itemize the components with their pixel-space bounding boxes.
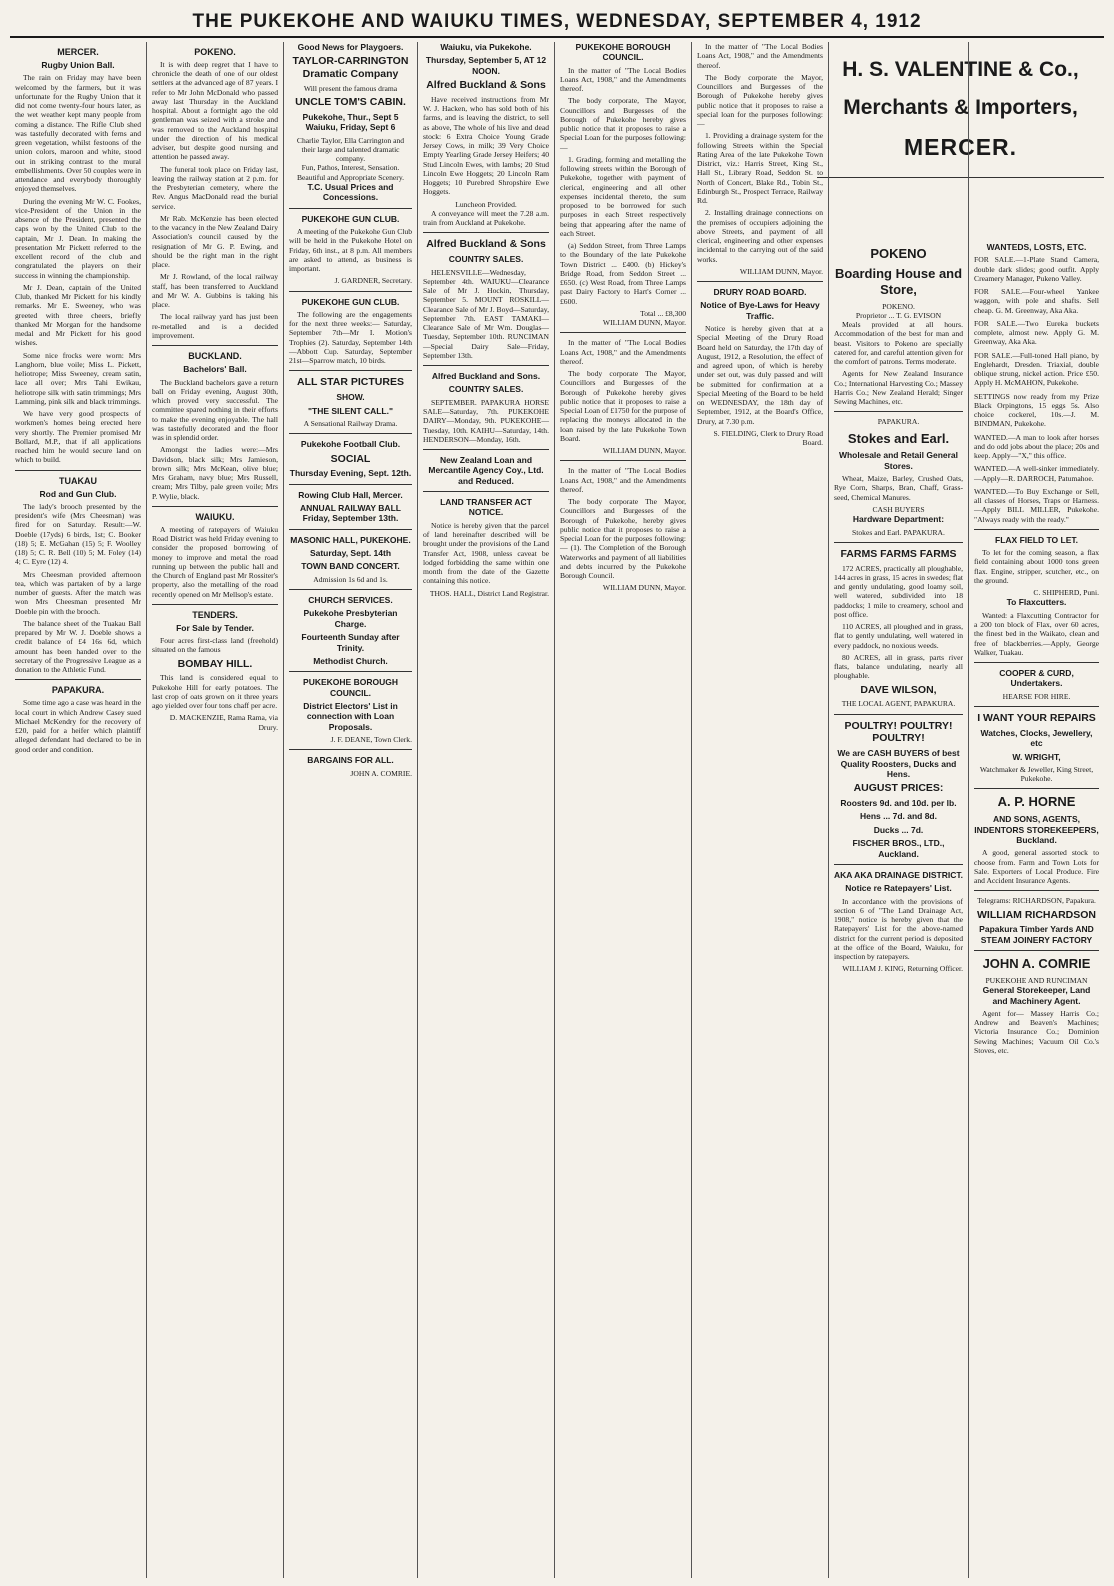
divider	[560, 332, 686, 333]
gun-club-heading-2: PUKEKOHE GUN CLUB.	[301, 296, 400, 307]
drury-signature: S. FIELDING, Clerk to Drury Road Board.	[713, 428, 823, 448]
classified-item: WANTED.—A man to look after horses and do odd jobs about the place; 20s and keep. Apply—"X," this office.	[974, 432, 1099, 461]
flax-heading: FLAX FIELD TO LET.	[995, 534, 1078, 545]
divider	[289, 589, 412, 590]
country-sales-heading: COUNTRY SALES.	[448, 254, 524, 265]
papakura-line: PAPAKURA.	[877, 417, 920, 427]
divider	[289, 208, 412, 209]
cooper-sub: HEARSE FOR HIRE.	[1002, 691, 1071, 701]
hardware-heading: Hardware Department:	[852, 514, 945, 525]
wilson-name: DAVE WILSON,	[860, 683, 937, 696]
wright-name: W. WRIGHT,	[1012, 751, 1061, 762]
pictures-title: "THE SILENT CALL."	[307, 405, 394, 416]
divider	[15, 470, 141, 471]
notice-matter: In the matter of "The Local Bodies Loans Act, 1908," and the Amendments thereof.	[560, 338, 686, 366]
divider	[697, 281, 823, 282]
akaaka-subheading: Notice re Ratepayers' List.	[845, 883, 952, 894]
valentine-place: MERCER.	[903, 134, 1018, 160]
article-paragraph: The body corporate, The Mayor, Councillors and Burgesses of the Borough of Pukekohe hereby gives public notice that it proposes to raise a Special Loan for the purposes following:—	[560, 96, 686, 152]
article-paragraph: We have very good prospects of workmen's homes being erected here very shortly. The Premier promised Mr Bollard, M.P., that if all applications reached him he would secure land on which to build.	[15, 409, 141, 465]
stokes-signature: Stokes and Earl. PAPAKURA.	[852, 527, 945, 537]
telegrams-line: Telegrams: RICHARDSON, Papakura.	[977, 896, 1096, 906]
gun-club-heading: PUKEKOHE GUN CLUB.	[301, 213, 400, 224]
hens-price: Hens ... 7d. and 8d.	[860, 811, 937, 822]
tenders-subheading: For Sale by Tender.	[176, 622, 254, 633]
pokeno-heading: POKENO.	[194, 47, 236, 57]
article-paragraph: Wanted: a Flaxcutting Contractor for a 200 ton block of Flax, over 60 acres, the finest bed in the Waikato, clean and free of blackberries.—Apply, George Walker, Tuakau.	[974, 610, 1099, 657]
waiuku-heading: WAIUKU.	[195, 511, 235, 522]
divider	[974, 706, 1099, 707]
playgoers-heading: Good News for Playgoers.	[297, 42, 404, 52]
article-paragraph: Mr J. Dean, captain of the United Club, thanked Mr Pickett for his kindly remarks. Mr E. Sweeney, who was greeted with three cheers, briefly thanked Mr Morgan for the handsome medal and Mr Pickett for his good wishes.	[15, 282, 141, 348]
play-prices: T.C. Usual Prices and Concessions.	[307, 181, 394, 203]
divider	[152, 604, 278, 605]
divider	[289, 529, 412, 530]
rod-gun-heading: Rod and Gun Club.	[39, 488, 117, 499]
article-paragraph: The body corporate The Mayor, Councillors and Burgesses of the Borough of Pukekohe, hereby gives public notice that it proposes to raise a Special Loan for the purposes following:— (1). The Completion of the Borough Waterworks and payment of all liabilities and debts incurred by the Pukekohe Borough Council.	[560, 497, 686, 581]
article-paragraph: (a) Seddon Street, from Three Lamps to the Boundary of the late Pukekohe Town District ... £400. (b) Hickey's Bridge Road, from Seddon Street ... £650. (c) West Road, from Three Lamps past Dairy Factory to Hart's Corner ... £600.	[560, 241, 686, 306]
article-paragraph: Agents for New Zealand Insurance Co.; International Harvesting Co.; Massey Harris Co.; New Zealand Herald; Singer Sewing Machines, etc.	[834, 369, 963, 407]
mercer-heading: MERCER.	[57, 47, 99, 57]
newspaper-columns	[10, 42, 1104, 1578]
nz-loan-heading: New Zealand Loan and Mercantile Agency Coy., Ltd. and Reduced.	[428, 455, 544, 486]
company-name: TAYLOR-CARRINGTON Dramatic Company	[292, 55, 409, 81]
divider	[289, 671, 412, 672]
council-heading: PUKEKOHE BOROUGH COUNCIL.	[303, 677, 398, 698]
play-tagline: Fun, Pathos, Interest, Sensation. Beautiful and Appropriate Scenery.	[296, 163, 405, 182]
august-prices: AUGUST PRICES:	[853, 782, 944, 795]
divider	[974, 662, 1099, 663]
boarding-house: Boarding House and Store,	[834, 265, 963, 297]
flaxcutters-heading: To Flaxcutters.	[1006, 597, 1067, 608]
article-paragraph: This land is considered equal to Pukekohe Hill for early potatoes. The last crop of oats grown on it three years ago yielded over four tons chaff per acre.	[152, 673, 278, 711]
wright-sub: Watchmaker & Jeweller, King Street, Pukekohe.	[979, 764, 1094, 784]
article-paragraph: The local railway yard has just been re-metalled and is a decided improvement.	[152, 312, 278, 340]
divider	[974, 788, 1099, 789]
comrie-role: General Storekeeper, Land and Machinery Agent.	[982, 985, 1091, 1006]
masonic-date: Saturday, Sept. 14th	[309, 548, 392, 559]
rowing-heading: Rowing Club Hall, Mercer.	[298, 489, 403, 500]
divider	[423, 365, 549, 366]
luncheon-line: Luncheon Provided.	[455, 199, 517, 209]
trinity-heading: Fourteenth Sunday after Trinity.	[301, 632, 400, 653]
column-6	[692, 42, 829, 1578]
advert-spacer	[974, 42, 1099, 242]
article-paragraph: The lady's brooch presented by the president's wife (Mrs Cheesman) was fired for on Saturday. Result:—W. Doeble (17yds) 6 birds, 1st; C. Booker (18) 5; E. McGahan (15) 5; F. Woolley (18) 5; C. R. Bell (10) 5; M. Foley (14) 4; C. Eyre (12) 4.	[15, 501, 141, 567]
play-dates: Pukekohe, Thur., Sept 5 Waiuku, Friday, Sept 6	[302, 112, 399, 133]
divider	[423, 449, 549, 450]
richardson-name: WILLIAM RICHARDSON	[977, 908, 1096, 921]
buckland-heading-3: Alfred Buckland and Sons.	[431, 371, 541, 382]
article-paragraph: The Body corporate the Mayor, Councillors and Burgesses of the Borough of Pukekohe hereby gives public notice that it proposes to raise a special loan for the purposes following:—	[697, 72, 823, 128]
article-paragraph: Mr Rab. McKenzie has been elected to the vacancy in the New Zealand Dairy Association's council caused by the resignation of Mr G. P. Ewing, and should be the right man in the right place.	[152, 213, 278, 270]
stokes-heading: Stokes and Earl.	[847, 430, 950, 446]
article-paragraph: 110 ACRES, all ploughed and in grass, flat to gently undulating, well watered in every paddock, no noxious weeds.	[834, 622, 963, 650]
article-paragraph: In accordance with the provisions of section 6 of "The Land Drainage Act, 1908," notice is hereby given that the Ratepayers' List for the above-named district for the current period is deposited at the office of the Board, Waiuku, for inspection by ratepayers.	[834, 896, 963, 962]
article-paragraph: Amongst the ladies were:—Mrs Davidson, black silk; Mrs Jamieson, brown silk; Mrs McKean, olive blue; Mrs Graham, navy blue; Mrs Russell, cream; Mrs Tilby, pale green voile; Mrs P. Wylie, black.	[152, 445, 278, 501]
church-heading: CHURCH SERVICES.	[308, 595, 393, 606]
wilson-sub: THE LOCAL AGENT, PAPAKURA.	[841, 699, 956, 709]
papakura-heading: PAPAKURA.	[51, 685, 105, 696]
waiuku-sale-heading: Waiuku, via Pukekohe.	[440, 42, 532, 52]
wanteds-heading: WANTEDS, LOSTS, ETC.	[986, 242, 1087, 252]
classified-item: WANTED.—A well-sinker immediately.—Apply—R. DARROCH, Patumahoe.	[974, 464, 1099, 483]
football-heading: Pukekohe Football Club.	[300, 439, 401, 450]
column-3	[284, 42, 418, 1578]
council-signature: J. F. DEANE, Town Clerk.	[330, 735, 412, 745]
play-cast: Charlie Taylor, Ella Carrington and their large and talented dramatic company.	[296, 135, 405, 164]
present-line: Will present the famous drama	[303, 83, 398, 93]
pictures-sub: A Sensational Railway Drama.	[303, 418, 398, 428]
comrie-sub: PUKEKOHE AND RUNCIMAN	[985, 975, 1088, 985]
notice-matter: In the matter of "The Local Bodies Loans Act, 1908," and the Amendments thereof.	[697, 42, 823, 70]
article-paragraph: Some nice frocks were worn: Mrs Langhorn, blue voile; Miss L. Pickett, heliotrope; Miss Sweeney, cream satin, lace all over; Mrs Tahi Ewikau, heliotrope silk with satin trimmings; Mrs Lamming, pink silk and black trimmings.	[15, 350, 141, 406]
article-paragraph: Agent for— Massey Harris Co.; Andrew and Beaven's Machines; Victoria Insurance Co.; Dominion Sewing Machines; Vacuum Oil Co.'s Stoves, etc.	[974, 1008, 1099, 1055]
railway-ball: ANNUAL RAILWAY BALL Friday, September 13th.	[300, 503, 401, 524]
play-title: UNCLE TOM'S CABIN.	[295, 96, 406, 109]
divider	[423, 232, 549, 233]
masonic-heading: MASONIC HALL, PUKEKOHE.	[290, 534, 411, 545]
band-concert: TOWN BAND CONCERT.	[301, 561, 400, 572]
classified-item: FOR SALE.—Full-toned Hall piano, by Englehardt, Dresden. Triaxial, double oblique strung, nickel action. Price £50. Apply H. McMAHON, Pukekohe.	[974, 350, 1099, 388]
presbyterian-heading: Pukekohe Presbyterian Charge.	[303, 608, 398, 629]
classified-item: FOR SALE.—1-Plate Stand Camera, double dark slides; good outfit. Apply Creamery Manager, Pukeno Valley.	[974, 255, 1099, 283]
buckland-heading: BUCKLAND.	[188, 351, 242, 362]
classified-item: WANTED.—To Buy Exchange or Sell, all classes of Horses, Traps or Harness.—Apply BILL MILLER, Pukekohe. "Always ready with the ready."	[974, 486, 1099, 524]
comrie-name: JOHN A. COMRIE	[982, 956, 1091, 972]
column-7	[829, 42, 969, 1578]
article-paragraph: Meals provided at all hours. Accommodation of the best for man and beast. Visitors to Pokeno are specially catered for, and careful attention given for the comfort of patrons. Terms moderate.	[834, 320, 963, 367]
poultry-text: We are CASH BUYERS of best Quality Roosters, Ducks and Hens.	[837, 748, 960, 779]
article-paragraph: A meeting of the Pukekohe Gun Club will be held in the Pukekohe Hotel on Friday, 6th inst., at 8 p.m. All members are asked to attend, as business is important.	[289, 227, 412, 274]
drury-subheading: Notice of Bye-Laws for Heavy Traffic.	[700, 300, 820, 321]
horne-name: A. P. HORNE	[997, 794, 1076, 810]
social-date: Thursday Evening, Sept. 12th.	[289, 468, 412, 479]
stokes-subheading: Wholesale and Retail General Stores.	[838, 450, 959, 471]
classified-item: FOR SALE.—Four-wheel Yankee waggon, with pole and shafts. Sell cheap. G. M. Greenway, Aka Aka.	[974, 287, 1099, 315]
mayor-signature: WILLIAM DUNN, Mayor.	[602, 446, 686, 456]
divider	[289, 433, 412, 434]
valentine-name: H. S. VALENTINE & Co.,	[842, 58, 1079, 81]
tenders-heading: TENDERS.	[192, 609, 238, 620]
fischer-name: FISCHER BROS., LTD., Auckland.	[852, 838, 945, 859]
article-paragraph: A conveyance will meet the 7.28 a.m. train from Auckland at Pukekohe.	[423, 208, 549, 228]
gun-signature: J. GARDNER, Secretary.	[334, 276, 412, 286]
ducks-price: Ducks ... 7d.	[873, 824, 924, 835]
bombay-hill: BOMBAY HILL.	[177, 657, 253, 670]
notice-matter: In the matter of "The Local Bodies Loans Act, 1908," and the Amendments thereof.	[560, 466, 686, 494]
divider	[289, 484, 412, 485]
article-paragraph: 80 ACRES, all in grass, parts river flats, balance undulating, nearly all ploughable.	[834, 652, 963, 681]
pokeno-store-heading: POKENO	[870, 246, 927, 261]
pictures-heading: ALL STAR PICTURES	[297, 376, 404, 389]
divider	[834, 714, 963, 715]
article-paragraph: During the evening Mr W. C. Fookes, vice-President of the Union in the absence of the President, presented the caps won by the United Club to the captain, Mr J. Dean. In making the presentation Mr Pickett referred to the excellent record of the club and congratulated the players on their success in winning the championship.	[15, 196, 141, 280]
article-paragraph: A meeting of ratepayers of Waiuku Road District was held Friday evening to consider the proposed borrowing of money to improve and metal the road running up between the public hall and the Church of England past Mr Rossiter's property, also the metalling of the road recently opened on Mr Mellsop's estate.	[152, 524, 278, 599]
roosters-price: Roosters 9d. and 10d. per lb.	[840, 798, 957, 809]
divider	[834, 542, 963, 543]
notice-matter: In the matter of "The Local Bodies Loans Act, 1908," and the Amendments thereof.	[560, 65, 686, 94]
council-heading: PUKEKOHE BOROUGH COUNCIL.	[575, 42, 671, 63]
divider	[974, 890, 1099, 891]
article-paragraph: To let for the coming season, a flax field containing about 1000 tons green flax. Engine, stripper, scutcher, etc., on the ground.	[974, 548, 1099, 585]
richardson-sub: Papakura Timber Yards AND STEAM JOINERY FACTORY	[979, 924, 1094, 945]
mayor-signature: WILLIAM DUNN, Mayor.	[602, 318, 686, 328]
divider	[974, 950, 1099, 951]
tender-signature: D. MACKENZIE, Rama Rama, via Drury.	[169, 713, 278, 732]
repairs-sub: Watches, Clocks, Jewellery, etc	[980, 727, 1093, 749]
country-sales-heading-2: COUNTRY SALES.	[448, 384, 524, 395]
article-paragraph: The rain on Friday may have been welcomed by the farmers, but it was unfortunate for the Rugby Union that it did not come twenty-four hours later, as the wet weather kept many people from coming a distance. The Rifle Club shed was tastefully decorated with ferns and green vegetation, whilst festoons of the union colors, maroon and white, stood out in striking contrast to the mural embellishments. Over 50 couples were in attendance and everybody thoroughly enjoyed themselves.	[15, 73, 141, 194]
article-paragraph: 1. Providing a drainage system for the following Streets within the Special Rating Area of the late Pukekohe Town District, viz.: Harris Street, King St., Hall St., Library Road, Seddon St. to North of Concert, Blake Rd., Tobin St., Edinburgh St., Prospect Terrace, Railway Rd.	[697, 131, 823, 205]
flax-signature: C. SHIPHERD, Puni.	[1033, 588, 1099, 598]
article-paragraph: It is with deep regret that I have to chronicle the death of one of our oldest settlers at the advanced age of 87 years. I refer to Mr John McDonald who passed away last Thursday in the Auckland hospital. About a fortnight ago the old gentleman was seized with a stroke and was removed to the Auckland hospital under the direction of his medical adviser, but despite good nursing and attention he passed away.	[152, 59, 278, 162]
rugby-heading: Rugby Union Ball.	[41, 59, 115, 70]
cooper-heading: COOPER & CURD, Undertakers.	[999, 668, 1074, 689]
divider	[560, 460, 686, 461]
sale-date: Thursday, September 5, AT 12 NOON.	[425, 55, 547, 76]
divider	[152, 345, 278, 346]
land-signature: THOS. HALL, District Land Registrar.	[429, 588, 549, 598]
article-paragraph: 2. Installing drainage connections on the premises of occupiers adjoining the above Streets, and payment of all clerical, engineering and other expenses incidental to the carrying out of the said works.	[697, 208, 823, 264]
article-paragraph: Mrs Cheesman provided afternoon tea, which was partaken of by a large number of guests. After the match was won Mrs Cheesman presented Mr Doeble pin with the brooch.	[15, 569, 141, 616]
divider	[834, 864, 963, 865]
mayor-signature: WILLIAM DUNN, Mayor.	[739, 266, 823, 276]
advert-spacer	[834, 42, 963, 242]
buckland-heading: Alfred Buckland & Sons	[426, 79, 546, 92]
farms-heading: FARMS FARMS FARMS	[840, 547, 957, 560]
article-paragraph: 172 ACRES, practically all ploughable, 144 acres in grass, 15 acres in swedes; flat and gently undulating, good loamy soil, well watered, subdivided into 18 paddocks; 1 mile to creamery, school and post office.	[834, 563, 963, 619]
masthead	[10, 8, 1104, 38]
proprietor: Proprietor ... T. G. EVISON	[855, 310, 942, 320]
valentine-trade: Merchants & Importers,	[843, 96, 1078, 119]
article-paragraph: HELENSVILLE—Wednesday, September 4th. WAIUKU—Clearance Sale of Mr J. Hockin, Thursday, September 5. MOUNT ROSKILL—Clearance Sale of Mr J. Boyd—Saturday, September 7th. EAST TAMAKI—Clearance Sale of Mr Wm. Douglas—Tuesday, September 10th. RUNCIMAN—Special Dairy Sale—Friday, September 13th.	[423, 267, 549, 360]
article-paragraph: The balance sheet of the Tuakau Ball prepared by Mr W. J. Doeble shows a credit balance of £4 16s 6d, which amount has been handed over to the secretary of the Progressive League as a donation to the Athletic Fund.	[15, 618, 141, 675]
divider	[974, 529, 1099, 530]
council-subheading: District Electors' List in connection with Loan Proposals.	[303, 700, 398, 732]
divider	[289, 749, 412, 750]
column-2	[147, 42, 284, 1578]
column-5	[555, 42, 692, 1578]
article-paragraph: Have received instructions from Mr W. J. Hacken, who has sold both of his farms, and is leaving the district, to sell as above, The whole of his live and dead stock: 6 Extra Choice Young Grade Jersey Cows, in milk; 39 Very Choice Empty Yearling Grade Jersey Heifers; 40 Stud Lincoln Ewes, with lambs; 20 Stud Lincoln Ewe Hoggets; 20 Lincoln Ram Hoggets; 10 Purebred Shropshire Ewe Hoggets.	[423, 94, 549, 197]
article-paragraph: The funeral took place on Friday last, leaving the railway station at 2 p.m. for the Presbyterian cemetery, where the Rev. Angus MacDonald read the burial service.	[152, 164, 278, 211]
social-heading: SOCIAL	[330, 452, 371, 465]
article-paragraph: Four acres first-class land (freehold) situated on the famous	[152, 636, 278, 655]
classified-item: FOR SALE.—Two Eureka buckets complete, almost new. Apply G. M. Greenway, Aka Aka.	[974, 318, 1099, 347]
land-transfer-heading: LAND TRANSFER ACT NOTICE.	[440, 497, 532, 518]
column-1	[10, 42, 147, 1578]
article-paragraph: SEPTEMBER. PAPAKURA HORSE SALE—Saturday, 7th. PUKEKOHE DAIRY—Monday, 9th. PUKEKOHE—Tuesday, 10th. KAIHU—Saturday, 14th. HENDERSON—Monday, 16th.	[423, 397, 549, 444]
buckland-heading-2: Alfred Buckland & Sons	[426, 238, 546, 251]
divider	[152, 506, 278, 507]
article-paragraph: Notice is hereby given that the parcel of land hereinafter described will be brought under the provisions of the Land Transfer Act, 1908, unless caveat be lodged forbidding the same within one month from the date of the Gazette containing this notice.	[423, 520, 549, 586]
article-paragraph: Notice is hereby given that at a Special Meeting of the Drury Road Board held on Saturday, the 17th day of August, 1912, a Resolution, the effect of and agreed upon, of which is hereby under set out, was duly passed and will be submitted for confirmation at a Special Meeting of the Board to be held on WEDNESDAY, the 18th day of September, 1912, at the Board's Office, Drury, at 7.30 p.m.	[697, 324, 823, 426]
akaaka-heading: AKA AKA DRAINAGE DISTRICT.	[834, 869, 963, 880]
article-paragraph: The Buckland bachelors gave a return ball on Friday evening, August 30th, which proved very successful. The committee spared nothing in their efforts to make the evening enjoyable. The hall was tastefully decorated and the floor was in splendid order.	[152, 377, 278, 443]
cash-buyers: CASH BUYERS	[872, 504, 925, 514]
column-4	[418, 42, 555, 1578]
divider	[15, 679, 141, 680]
article-paragraph: 1. Grading, forming and metalling the following streets within the Borough of Pukekohe, together with payment of clerical, engineering and all other expenses incidental thereto, the sum proposed to be borrowed for such purposes in each Street respectively being that appearing after the name of each Street.	[560, 154, 686, 238]
article-paragraph: The body corporate The Mayor, Councillors and Burgesses of the Borough of Pukekohe hereby gives public notice that it proposes to raise a Special Loan of £1750 for the purpose of replacing the moneys allocated in the loan raised by the late Pukekohe Town Board.	[560, 369, 686, 443]
mayor-signature: WILLIAM DUNN, Mayor.	[602, 583, 686, 593]
article-paragraph: The following are the engagements for the next three weeks:— Saturday, September 7th—Mr I. Motion's Trophies (2). Saturday, September 14th—Abbott Cup. Saturday, September 21st—Sparrow match, 10 birds.	[289, 309, 412, 366]
divider	[289, 291, 412, 292]
bargains-heading: BARGAINS FOR ALL.	[307, 755, 394, 766]
divider	[834, 411, 963, 412]
loan-total: Total ... £8,300	[640, 308, 686, 318]
comrie-signature: JOHN A. COMRIE.	[350, 768, 412, 778]
column-8	[969, 42, 1104, 1578]
pictures-show: SHOW.	[336, 392, 365, 403]
repairs-heading: I WANT YOUR REPAIRS	[977, 712, 1096, 725]
poultry-heading: POULTRY! POULTRY! POULTRY!	[844, 719, 953, 745]
akaaka-signature: WILLIAM J. KING, Returning Officer.	[842, 964, 963, 974]
article-paragraph: Mr J. Rowland, of the local railway staff, has been transferred to Auckland and Mr W. A. Gubbins is taking his place.	[152, 272, 278, 310]
methodist-heading: Methodist Church.	[313, 655, 388, 666]
article-paragraph: A good, general assorted stock to choose from. Farm and Town Lots for Sale. Exporters of Local Produce. Fire and Accident Insurance Agents.	[974, 848, 1099, 886]
tuakau-heading: TUAKAU	[59, 475, 97, 486]
divider	[423, 491, 549, 492]
bachelors-heading: Bachelors' Ball.	[183, 364, 247, 375]
article-paragraph: Wheat, Maize, Barley, Crushed Oats, Rye Corn, Sharps, Bran, Chaff, Grass-seed, Chemical Manures.	[834, 474, 963, 502]
band-admission: Admission 1s 6d and 1s.	[313, 574, 388, 584]
article-paragraph: Some time ago a case was heard in the local court in which Andrew Casey sued Michael McKendry for the recovery of £20, paid for a heifer which plaintiff alleged defendant had declared to be in good order and condition.	[15, 698, 141, 754]
divider	[289, 370, 412, 371]
horne-sub: AND SONS, AGENTS, INDENTORS STOREKEEPERS, Buckland.	[974, 814, 1099, 845]
pokeno-sub: POKENO.	[882, 301, 915, 311]
drury-heading: DRURY ROAD BOARD.	[713, 287, 807, 297]
classified-item: SETTINGS now ready from my Prize Black Orpingtons, 15 eggs 5s. Also choice cockerel, 10s.—J. M. BINDMAN, Pukekohe.	[974, 391, 1099, 429]
newspaper-title: THE PUKEKOHE AND WAIUKU TIMES, WEDNESDAY, SEPTEMBER 4, 1912	[192, 11, 922, 32]
